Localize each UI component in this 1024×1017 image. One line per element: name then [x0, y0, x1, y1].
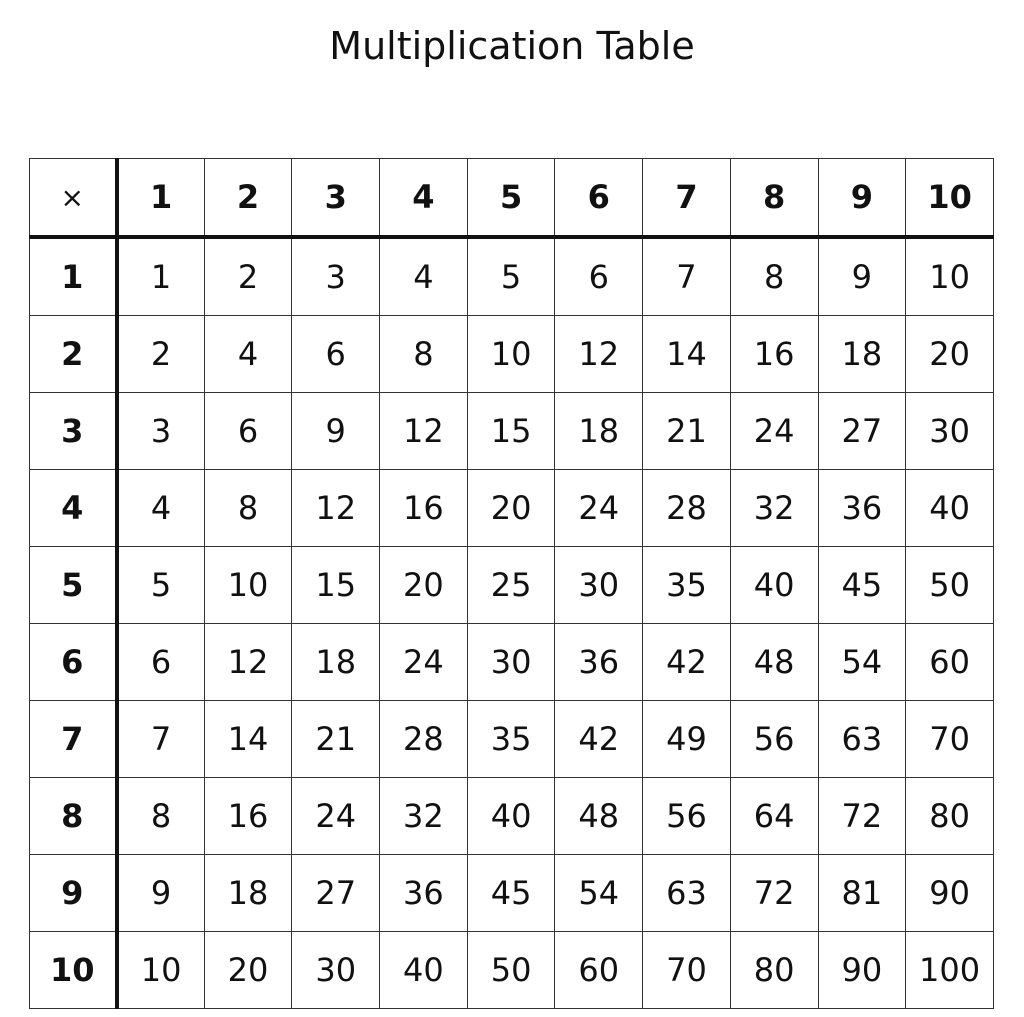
product-cell: 30	[555, 547, 643, 624]
product-cell: 20	[906, 316, 994, 393]
product-cell: 70	[643, 932, 731, 1009]
product-cell: 6	[204, 393, 292, 470]
product-cell: 2	[204, 237, 292, 316]
row-header: 2	[30, 316, 117, 393]
product-cell: 60	[906, 624, 994, 701]
product-cell: 56	[730, 701, 818, 778]
product-cell: 15	[467, 393, 555, 470]
product-cell: 56	[643, 778, 731, 855]
table-row	[30, 932, 994, 1009]
product-cell: 12	[204, 624, 292, 701]
product-cell: 45	[818, 547, 906, 624]
product-cell: 6	[117, 624, 205, 701]
product-cell: 32	[730, 470, 818, 547]
product-cell: 50	[906, 547, 994, 624]
product-cell: 12	[380, 393, 468, 470]
product-cell: 48	[730, 624, 818, 701]
product-cell: 21	[643, 393, 731, 470]
product-cell: 6	[555, 237, 643, 316]
product-cell: 27	[292, 855, 380, 932]
product-cell: 9	[292, 393, 380, 470]
product-cell: 64	[730, 778, 818, 855]
product-cell: 48	[555, 778, 643, 855]
product-cell: 30	[906, 393, 994, 470]
product-cell: 60	[555, 932, 643, 1009]
product-cell: 10	[467, 316, 555, 393]
row-header: 1	[30, 237, 117, 316]
table-body	[30, 237, 994, 1009]
product-cell: 24	[380, 624, 468, 701]
product-cell: 14	[643, 316, 731, 393]
column-header: 1	[117, 159, 205, 238]
product-cell: 42	[555, 701, 643, 778]
row-header: 5	[30, 547, 117, 624]
row-header: 3	[30, 393, 117, 470]
column-header: 4	[380, 159, 468, 238]
multiplication-table	[29, 158, 994, 1009]
product-cell: 10	[117, 932, 205, 1009]
product-cell: 14	[204, 701, 292, 778]
table-row	[30, 624, 994, 701]
product-cell: 7	[643, 237, 731, 316]
product-cell: 40	[730, 547, 818, 624]
product-cell: 45	[467, 855, 555, 932]
product-cell: 12	[555, 316, 643, 393]
product-cell: 4	[204, 316, 292, 393]
table-row	[30, 237, 994, 316]
product-cell: 20	[467, 470, 555, 547]
product-cell: 54	[818, 624, 906, 701]
product-cell: 80	[730, 932, 818, 1009]
product-cell: 63	[818, 701, 906, 778]
product-cell: 8	[730, 237, 818, 316]
product-cell: 40	[380, 932, 468, 1009]
product-cell: 28	[643, 470, 731, 547]
product-cell: 42	[643, 624, 731, 701]
product-cell: 32	[380, 778, 468, 855]
product-cell: 35	[643, 547, 731, 624]
product-cell: 100	[906, 932, 994, 1009]
table-header	[30, 159, 994, 238]
product-cell: 49	[643, 701, 731, 778]
product-cell: 27	[818, 393, 906, 470]
product-cell: 35	[467, 701, 555, 778]
product-cell: 20	[380, 547, 468, 624]
column-header: 5	[467, 159, 555, 238]
page-title: Multiplication Table	[329, 24, 695, 68]
product-cell: 8	[380, 316, 468, 393]
product-cell: 80	[906, 778, 994, 855]
column-header: 9	[818, 159, 906, 238]
product-cell: 21	[292, 701, 380, 778]
table-row	[30, 855, 994, 932]
product-cell: 40	[906, 470, 994, 547]
product-cell: 40	[467, 778, 555, 855]
product-cell: 9	[818, 237, 906, 316]
product-cell: 24	[730, 393, 818, 470]
header-row	[30, 159, 994, 238]
product-cell: 36	[818, 470, 906, 547]
product-cell: 30	[292, 932, 380, 1009]
product-cell: 12	[292, 470, 380, 547]
product-cell: 36	[380, 855, 468, 932]
row-header: 10	[30, 932, 117, 1009]
product-cell: 90	[818, 932, 906, 1009]
table-row	[30, 470, 994, 547]
product-cell: 30	[467, 624, 555, 701]
product-cell: 18	[204, 855, 292, 932]
product-cell: 24	[555, 470, 643, 547]
product-cell: 81	[818, 855, 906, 932]
product-cell: 18	[818, 316, 906, 393]
product-cell: 63	[643, 855, 731, 932]
product-cell: 10	[204, 547, 292, 624]
product-cell: 4	[380, 237, 468, 316]
product-cell: 15	[292, 547, 380, 624]
row-header: 9	[30, 855, 117, 932]
product-cell: 20	[204, 932, 292, 1009]
multiply-symbol: ×	[30, 159, 117, 238]
product-cell: 16	[730, 316, 818, 393]
table-row	[30, 547, 994, 624]
row-header: 8	[30, 778, 117, 855]
product-cell: 16	[204, 778, 292, 855]
product-cell: 7	[117, 701, 205, 778]
product-cell: 28	[380, 701, 468, 778]
column-header: 6	[555, 159, 643, 238]
product-cell: 24	[292, 778, 380, 855]
product-cell: 3	[292, 237, 380, 316]
table-row	[30, 778, 994, 855]
product-cell: 4	[117, 470, 205, 547]
row-header: 7	[30, 701, 117, 778]
product-cell: 9	[117, 855, 205, 932]
product-cell: 25	[467, 547, 555, 624]
column-header: 3	[292, 159, 380, 238]
column-header: 7	[643, 159, 731, 238]
product-cell: 3	[117, 393, 205, 470]
column-header: 10	[906, 159, 994, 238]
product-cell: 5	[117, 547, 205, 624]
column-header: 8	[730, 159, 818, 238]
product-cell: 8	[117, 778, 205, 855]
row-header: 4	[30, 470, 117, 547]
product-cell: 8	[204, 470, 292, 547]
product-cell: 6	[292, 316, 380, 393]
product-cell: 90	[906, 855, 994, 932]
table-row	[30, 701, 994, 778]
product-cell: 18	[555, 393, 643, 470]
product-cell: 18	[292, 624, 380, 701]
product-cell: 72	[730, 855, 818, 932]
product-cell: 5	[467, 237, 555, 316]
product-cell: 1	[117, 237, 205, 316]
product-cell: 10	[906, 237, 994, 316]
table-row	[30, 316, 994, 393]
column-header: 2	[204, 159, 292, 238]
table-row	[30, 393, 994, 470]
product-cell: 36	[555, 624, 643, 701]
row-header: 6	[30, 624, 117, 701]
product-cell: 70	[906, 701, 994, 778]
product-cell: 50	[467, 932, 555, 1009]
product-cell: 16	[380, 470, 468, 547]
product-cell: 72	[818, 778, 906, 855]
product-cell: 54	[555, 855, 643, 932]
product-cell: 2	[117, 316, 205, 393]
